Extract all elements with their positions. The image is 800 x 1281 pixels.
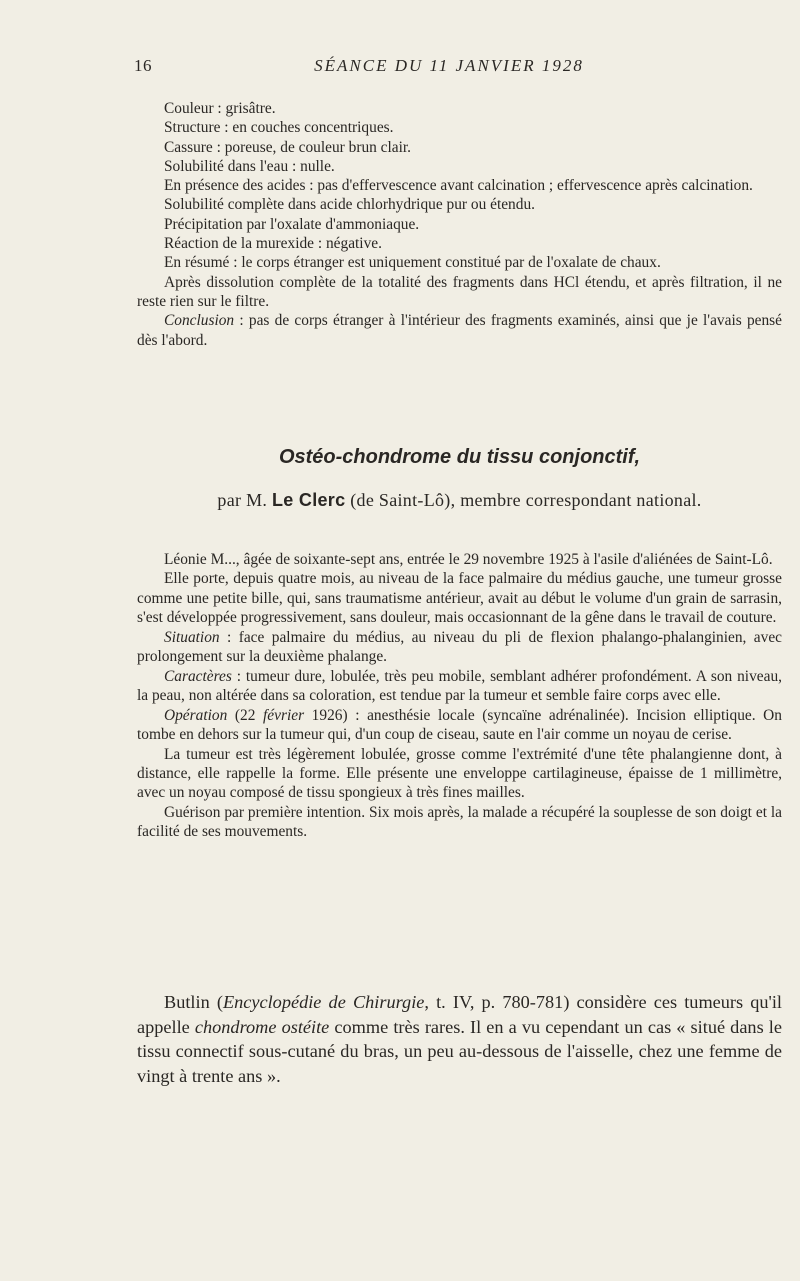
analysis-paragraph: Solubilité dans l'eau : nulle. (164, 157, 335, 175)
caracteres-label: Caractères (164, 667, 232, 685)
case-paragraph: Guérison par première intention. Six mois après, la malade a récupéré la souplesse de son doigt et la facilité de ses mouvements. (137, 803, 782, 841)
operation-date-month: février (263, 706, 305, 724)
conclusion-label: Conclusion (164, 312, 235, 330)
situation-label: Situation (164, 628, 220, 646)
byline-suffix: (de Saint-Lô), membre correspondant national. (345, 490, 702, 510)
operation-label: Opération (164, 706, 228, 724)
analysis-paragraph: En présence des acides : pas d'effervescence avant calcination ; effervescence après calcination. (164, 177, 753, 195)
case-paragraph: Elle porte, depuis quatre mois, au niveau de la face palmaire du médius gauche, une tumeur grosse comme une petite bille, qui, sans traumatisme antérieur, avait au début le volume d'un grain de sarrasin, s'est développée progressivement, sans douleur, mais occasionnant de la gêne dans le travail de couture. (137, 570, 782, 627)
analysis-paragraph: Après dissolution complète de la totalité des fragments dans HCl étendu, et après filtration, il ne reste rien sur le filtre. (137, 273, 782, 310)
caracteres-text: : tumeur dure, lobulée, très peu mobile, semblant adhérer profondément. A son niveau, la peau, non altérée dans sa coloration, est tendue par la tumeur et semble faire corps avec elle. (137, 667, 782, 705)
analysis-paragraph: Structure : en couches concentriques. (164, 119, 394, 137)
situation-paragraph (137, 628, 782, 667)
operation-date-close: 1926) (304, 706, 348, 724)
article-title: Ostéo-chondrome du tissu conjonctif, (278, 446, 641, 468)
caracteres-paragraph (137, 667, 782, 706)
operation-text: : anesthésie locale (syncaïne adrénalinée). Incision elliptique. On tombe en dehors sur la tumeur qui, d'un coup de ciseau, saute en l'air comme un noyau de cerise. (137, 706, 782, 744)
header-title: SÉANCE DU 11 JANVIER 1928 (314, 56, 584, 75)
operation-paragraph (137, 706, 782, 745)
tumor-term: chondrome ostéite (194, 1016, 330, 1037)
situation-text: : face palmaire du médius, au niveau du pli de flexion phalango-phalanginien, avec prolongement sur la deuxième phalange. (137, 628, 782, 666)
analysis-paragraph: Réaction de la murexide : négative. (164, 235, 382, 253)
encyclopedia-title: Encyclopédie de Chirurgie (222, 992, 425, 1012)
analysis-section (137, 99, 782, 350)
byline-prefix: par M. (217, 490, 272, 510)
analysis-paragraph: Solubilité complète dans acide chlorhydrique pur ou étendu. (164, 196, 535, 214)
discussion-section (137, 990, 782, 1088)
operation-date-open: (22 (227, 706, 264, 724)
analysis-paragraph: Cassure : poreuse, de couleur brun clair. (164, 138, 412, 156)
case-paragraph: La tumeur est très légèrement lobulée, grosse comme l'extrémité d'une tête phalangienne dont, à distance, elle rappelle la forme. Elle présente une enveloppe cartilagineuse, épaisse de 1 millimètre, avec un noyau composé de tissu spongieux à très fines mailles. (137, 745, 782, 802)
conclusion-paragraph (137, 311, 782, 350)
discussion-part2: , t. IV, p. 780-781) considère ces tumeurs qu'il appelle (137, 992, 782, 1037)
page-number: 16 (134, 56, 152, 75)
analysis-paragraph: Précipitation par l'oxalate d'ammoniaque. (164, 215, 420, 233)
discussion-paragraph (137, 990, 782, 1088)
analysis-paragraph: Couleur : grisâtre. (164, 100, 276, 117)
byline (137, 490, 782, 511)
discussion-part3: comme très rares. Il en a vu cependant un cas « situé dans le tissu connectif sous-cutané du bras, un peu au-dessous de l'aisselle, chez une femme de vingt à trente ans ». (137, 1016, 782, 1086)
case-paragraph: Léonie M..., âgée de soixante-sept ans, entrée le 29 novembre 1925 à l'asile d'aliénées de Saint-Lô. (164, 551, 773, 568)
author-name: Le Clerc (271, 490, 346, 510)
discussion-part1: Butlin ( (164, 992, 223, 1012)
analysis-paragraph: En résumé : le corps étranger est uniquement constitué par de l'oxalate de chaux. (164, 254, 661, 272)
case-report (137, 550, 782, 842)
conclusion-text: : pas de corps étranger à l'intérieur des fragments examinés, ainsi que je l'avais pensé dès l'abord. (137, 312, 782, 349)
